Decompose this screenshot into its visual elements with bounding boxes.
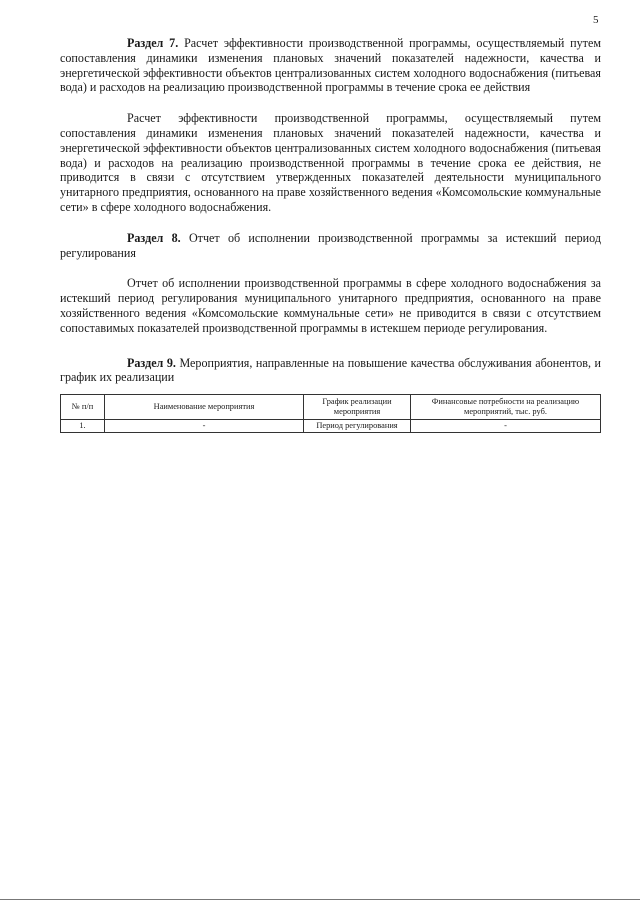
section-8-paragraph: Отчет об исполнении производственной программы в сфере холодного водоснабжения за истекший период регулирования муниципального унитарного предприятия, основанного на праве хозяйственного ведения «Комсомольские коммунальные сети» не приводится в связи с отсутствием сопоставимых показателей производственной программы в истекшем периоде регулирования. (60, 276, 601, 335)
page-bottom-edge (0, 899, 640, 900)
cell-schedule: Период регулирования (304, 420, 411, 433)
section-9-title: Мероприятия, направленные на повышение качества обслуживания абонентов, и график их реализации (60, 355, 601, 385)
header-finance: Финансовые потребности на реализацию мероприятий, тыс. руб. (411, 395, 601, 420)
section-8-title: Отчет об исполнении производственной программы за истекший период регулирования (60, 230, 601, 260)
cell-finance: - (411, 420, 601, 433)
section-8-label: Раздел 8. (127, 230, 181, 245)
table-row (61, 420, 601, 433)
measures-table (60, 394, 601, 433)
header-number: № п/п (61, 395, 105, 420)
section-7-title: Расчет эффективности производственной программы, осуществляемый путем сопоставления динамики изменения плановых значений показателей надежности, качества и энергетической эффективности объектов централизованных систем холодного водоснабжения (питьевая вода) и расходов на реализацию производственной программы в течение срока ее действия (60, 36, 601, 95)
section-9-label: Раздел 9. (127, 355, 176, 370)
section-7-label: Раздел 7. (127, 36, 179, 50)
document-body (60, 36, 601, 433)
cell-measure-name: - (105, 420, 304, 433)
section-8-heading (60, 231, 601, 261)
section-7-heading (60, 36, 601, 95)
header-schedule: График реализации мероприятия (304, 395, 411, 420)
section-7-paragraph: Расчет эффективности производственной программы, осуществляемый путем сопоставления динамики изменения плановых значений показателей надежности, качества и энергетической эффективности объектов централизованных систем холодного водоснабжения (питьевая вода) и расходов на реализацию производственной программы в течение срока ее действия, не приводится в связи с отсутствием утвержденных показателей деятельности муниципального унитарного предприятия, основанного на праве хозяйственного ведения «Комсомольские коммунальные сети» в сфере холодного водоснабжения. (60, 111, 601, 214)
cell-number: 1. (61, 420, 105, 433)
page-number: 5 (593, 14, 599, 26)
header-measure-name: Наименование мероприятия (105, 395, 304, 420)
section-9-heading (60, 356, 601, 386)
table-header-row (61, 395, 601, 420)
